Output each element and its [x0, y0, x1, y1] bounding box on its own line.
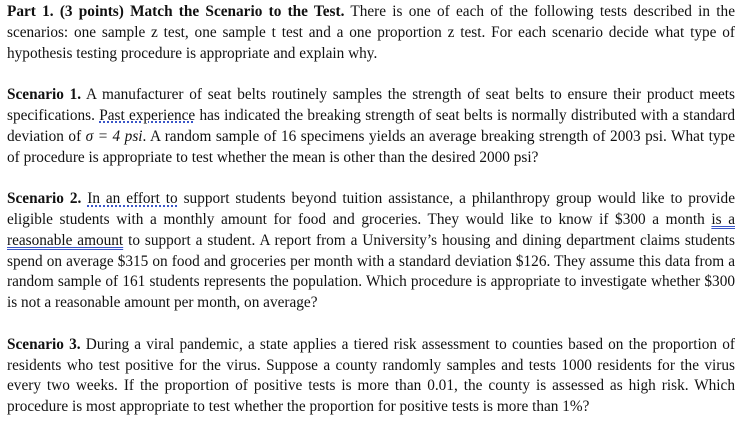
paragraph-gap: [7, 314, 735, 335]
paragraph-gap: [7, 64, 735, 85]
paragraph-gap: [7, 168, 735, 189]
grammar-flag-past-experience[interactable]: Past experience: [99, 106, 196, 124]
part-1-heading: Part 1. (3 points) Match the Scenario to the Test.: [7, 3, 345, 20]
grammar-flag-in-an-effort-to[interactable]: In an effort to: [87, 190, 178, 208]
grammar-flag-reasonable-amount[interactable]: is a reasonable amount: [7, 210, 735, 249]
part-1-paragraph: [7, 2, 735, 64]
sigma-value: σ = 4 psi: [85, 127, 143, 145]
scenario-1-text-b: has indicated the breaking strength of seat belts is normally distributed with a standard deviation of: [7, 106, 736, 145]
scenario-3-paragraph: [7, 335, 735, 418]
scenario-1-text-a: A manufacturer of seat belts routinely samples the strength of seat belts to ensure their product meets specifications.: [7, 86, 735, 124]
scenario-2-label: Scenario 2.: [7, 190, 82, 208]
scenario-1-label: Scenario 1.: [7, 86, 82, 104]
scenario-3-text: During a viral pandemic, a state applies a tiered risk assessment to counties based on the proportion of residents who test positive for the virus. Suppose a county randomly samples and tests 1000 residents for the virus every two weeks. If the proportion of positive tests is more than 0.01, the county is assessed as high risk. Which procedure is most appropriate to test whether the proportion for positive tests is more than 1%?: [7, 335, 735, 416]
part-1-intro: There is one of each of the following tests described in the scenarios: one sample z test, one sample t test and a one proportion z test. For each scenario decide what type of hypothesis testing procedure is appropriate and explain why.: [7, 3, 735, 62]
scenario-3-label: Scenario 3.: [7, 335, 81, 353]
scenario-1-text-c: . A random sample of 16 specimens yields an average breaking strength of 2003 psi. What type of procedure is appropriate to test whether the mean is other than the desired 2000 psi?: [7, 127, 735, 166]
scenario-2-text-c: to support a student. A report from a University’s housing and dining department claims students spend on average $315 on food and groceries per month with a standard deviation $126. They assume this data from a random sample of 161 students represents the population. Which procedure is appropriate to investigate whether $300 is not a reasonable amount per month, on average?: [7, 231, 735, 312]
scenario-2-text-b: support students beyond tuition assistance, a philanthropy group would like to provide eligible students with a monthly amount for food and groceries. They would like to know if $300 a month: [7, 190, 735, 228]
scenario-1-paragraph: [7, 85, 735, 168]
document-page: [7, 2, 735, 418]
scenario-2-paragraph: [7, 189, 735, 314]
